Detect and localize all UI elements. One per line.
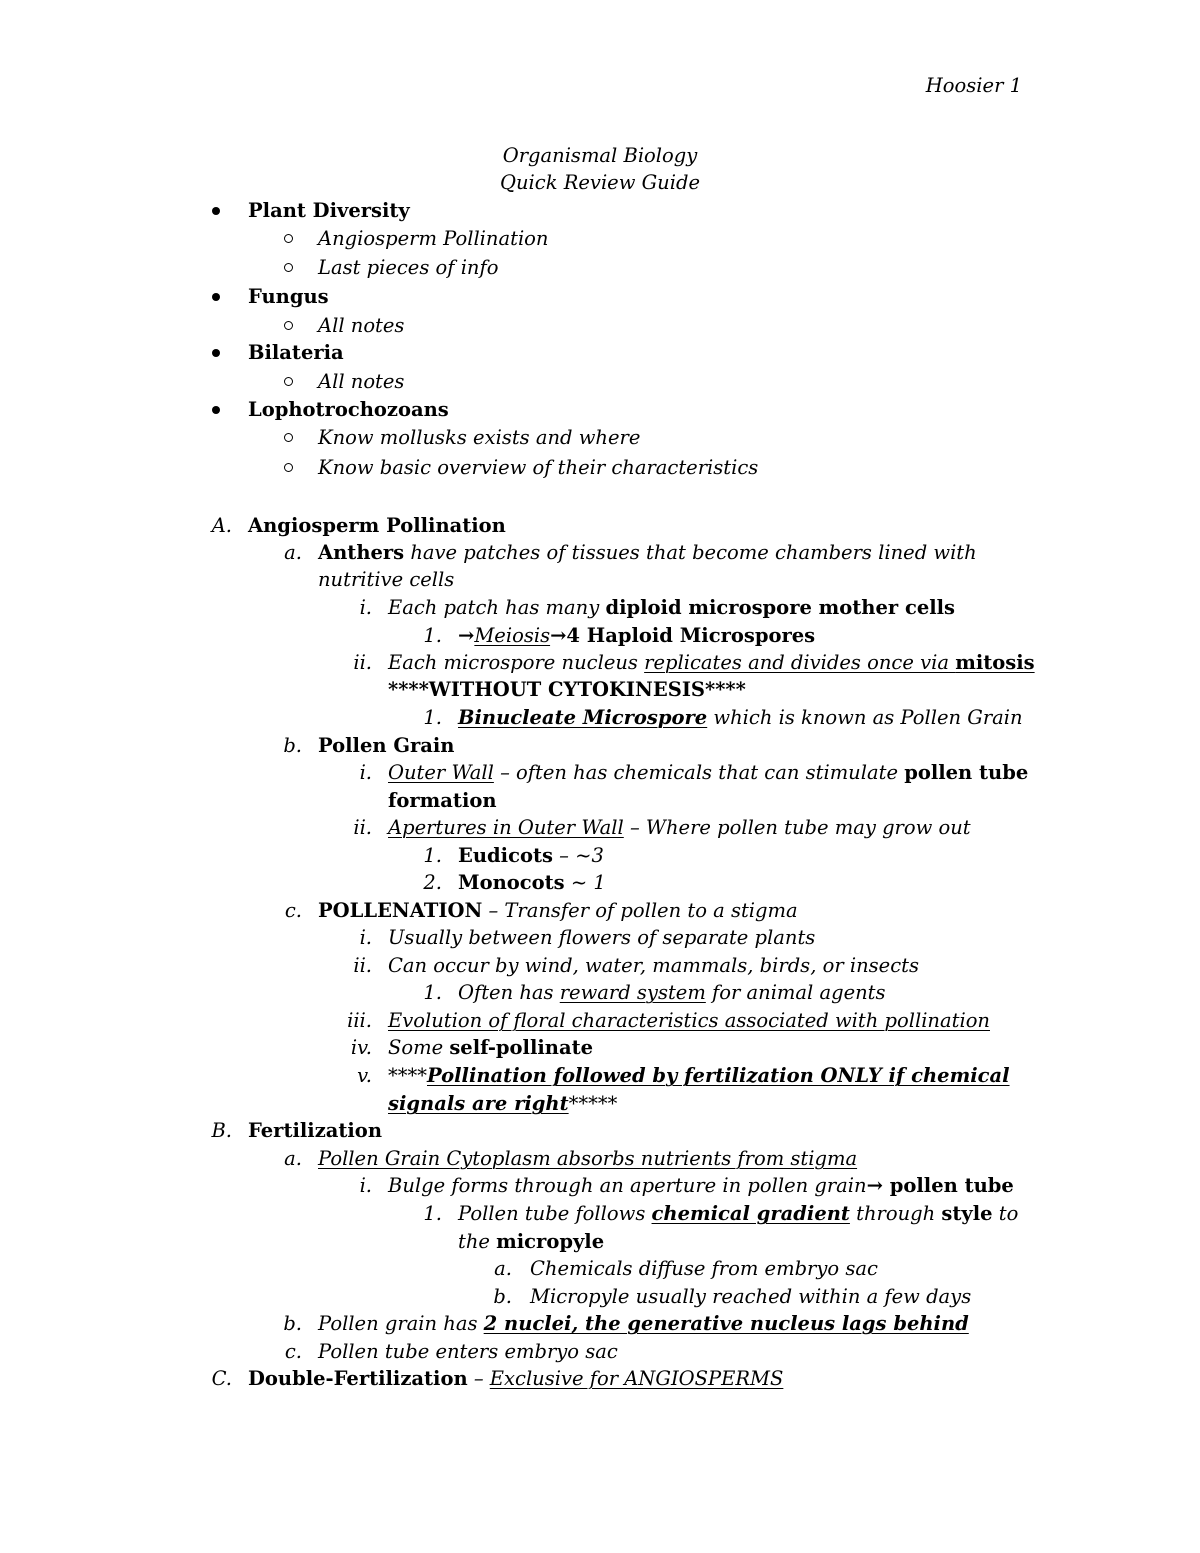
item-marker: i.: [359, 596, 372, 619]
outline-subtopic: All notes: [318, 314, 405, 337]
item-term: Binucleate Microspore: [458, 706, 708, 729]
item-marker: 1.: [423, 1202, 442, 1225]
item-text: ~ 1: [564, 871, 606, 894]
item-marker: b.: [283, 734, 302, 757]
circle-bullet-icon: [284, 263, 293, 272]
list-item: [388, 814, 971, 842]
item-text: –: [467, 1367, 490, 1390]
list-item: Can occur by wind, water, mammals, birds, or insects: [388, 954, 919, 977]
item-continuation: nutritive cells: [318, 568, 455, 591]
item-text: – ~3: [552, 844, 604, 867]
list-item: Chemicals diffuse from embryo sac: [530, 1257, 878, 1280]
item-term: Anthers: [318, 541, 405, 564]
list-item: [388, 594, 955, 622]
arrow-icon: →: [866, 1174, 883, 1197]
list-item: Pollen Grain Cytoplasm absorbs nutrients from stigma: [318, 1147, 858, 1170]
outline-subtopic: Know basic overview of their characteristics: [318, 456, 759, 479]
document-title: Organismal Biology: [502, 144, 698, 167]
item-term: self-pollinate: [449, 1036, 593, 1059]
circle-bullet-icon: [284, 321, 293, 330]
item-term: Double-Fertilization: [248, 1367, 468, 1390]
item-marker: i.: [359, 1174, 372, 1197]
circle-bullet-icon: [284, 463, 293, 472]
list-item: [458, 704, 1023, 732]
list-item: [458, 842, 604, 870]
item-continuation: [388, 1090, 617, 1118]
item-text: through: [849, 1202, 942, 1225]
item-term: Eudicots: [458, 844, 553, 867]
list-item: [458, 622, 815, 650]
arrow-icon: →: [458, 624, 475, 647]
item-continuation: formation: [388, 789, 497, 812]
bullet-icon: [212, 406, 220, 414]
item-text-underlined: replicates and divides once via: [644, 651, 949, 674]
item-term: micropyle: [496, 1230, 605, 1253]
item-marker: i.: [359, 761, 372, 784]
item-term: POLLENATION: [318, 899, 483, 922]
item-text: – often has chemicals that can stimulate: [493, 761, 905, 784]
item-text: – Where pollen tube may grow out: [623, 816, 971, 839]
section-heading: [248, 1365, 783, 1393]
item-text: have patches of tissues that become chambers lined with: [404, 541, 977, 564]
item-continuation: [458, 1228, 604, 1256]
item-text: Meiosis: [474, 624, 551, 647]
bullet-icon: [212, 349, 220, 357]
bullet-icon: [212, 293, 220, 301]
item-text: Often has: [458, 981, 560, 1004]
item-text-underlined: Outer Wall: [388, 761, 494, 784]
item-heading: Pollen Grain: [318, 734, 455, 757]
item-text: the: [458, 1230, 497, 1253]
arrow-icon: →: [550, 624, 567, 647]
outline-topic: Plant Diversity: [248, 199, 410, 222]
bullet-icon: [212, 207, 220, 215]
item-term: 2 nuclei, the generative nucleus lags behind: [483, 1312, 969, 1335]
item-text: Some: [388, 1036, 450, 1059]
item-text: to: [992, 1202, 1019, 1225]
item-marker: b.: [283, 1312, 302, 1335]
section-marker: A.: [211, 514, 232, 537]
circle-bullet-icon: [284, 433, 293, 442]
item-text: *****: [568, 1092, 618, 1115]
section-heading: Fertilization: [248, 1119, 382, 1142]
item-term: pollen tube: [904, 761, 1029, 784]
outline-subtopic: All notes: [318, 370, 405, 393]
item-term: Monocots: [458, 871, 565, 894]
list-item: Micropyle usually reached within a few days: [530, 1285, 972, 1308]
item-text: Bulge forms through an aperture in pollen grain: [388, 1174, 867, 1197]
item-term: 4 Haploid Microspores: [566, 624, 816, 647]
list-item: Usually between flowers of separate plants: [388, 926, 816, 949]
item-term: style: [941, 1202, 993, 1225]
list-item: [388, 1172, 1014, 1200]
item-text: Pollen grain has: [318, 1312, 484, 1335]
item-term: pollen tube: [882, 1174, 1014, 1197]
item-marker: a.: [284, 541, 302, 564]
document-subtitle: Quick Review Guide: [499, 171, 701, 194]
list-item: [458, 979, 886, 1007]
item-term: diploid microspore mother cells: [605, 596, 956, 619]
circle-bullet-icon: [284, 377, 293, 386]
outline-subtopic: Angiosperm Pollination: [318, 227, 549, 250]
item-text-underlined: reward system: [559, 981, 706, 1004]
outline-subtopic: Last pieces of info: [318, 256, 499, 279]
item-marker: ii.: [353, 816, 372, 839]
item-marker: iv.: [350, 1036, 372, 1059]
list-item: [388, 649, 1035, 677]
list-item: [458, 1200, 1018, 1228]
item-marker: ii.: [353, 954, 372, 977]
section-heading: Angiosperm Pollination: [248, 514, 506, 537]
item-marker: i.: [359, 926, 372, 949]
item-term: chemical gradient: [651, 1202, 850, 1225]
item-text: which is known as Pollen Grain: [707, 706, 1023, 729]
item-marker: a.: [494, 1257, 512, 1280]
circle-bullet-icon: [284, 234, 293, 243]
list-item: [388, 1062, 1010, 1090]
page-header: Hoosier 1: [925, 74, 1022, 97]
item-marker: a.: [284, 1147, 302, 1170]
item-text: for animal agents: [705, 981, 886, 1004]
item-term: Pollination followed by fertilization ONLY if chemical: [427, 1064, 1010, 1087]
outline-topic: Bilateria: [248, 341, 344, 364]
item-marker: 1.: [423, 981, 442, 1004]
item-marker: iii.: [347, 1009, 372, 1032]
item-term: signals are right: [388, 1092, 569, 1115]
section-marker: C.: [211, 1367, 232, 1390]
item-term: mitosis: [955, 651, 1035, 674]
item-marker: 1.: [423, 844, 442, 867]
list-item: [388, 759, 1028, 787]
list-item: [318, 897, 798, 925]
item-marker: c.: [284, 1340, 302, 1363]
item-text: ****: [388, 1064, 427, 1087]
item-marker: 2.: [423, 871, 442, 894]
item-text: Each microspore nucleus: [388, 651, 645, 674]
item-text: – Transfer of pollen to a stigma: [482, 899, 798, 922]
item-text-underlined: Apertures in Outer Wall: [388, 816, 624, 839]
item-continuation: ****WITHOUT CYTOKINESIS****: [388, 678, 746, 701]
item-text: Pollen tube follows: [458, 1202, 652, 1225]
outline-topic: Fungus: [248, 285, 329, 308]
list-item: [318, 539, 977, 567]
list-item: Evolution of floral characteristics associated with pollination: [388, 1009, 990, 1032]
item-marker: ii.: [353, 651, 372, 674]
item-marker: b.: [493, 1285, 512, 1308]
item-marker: 1.: [423, 624, 442, 647]
item-marker: 1.: [423, 706, 442, 729]
section-marker: B.: [211, 1119, 232, 1142]
outline-topic: Lophotrochozoans: [248, 398, 449, 421]
list-item: [388, 1034, 593, 1062]
outline-subtopic: Know mollusks exists and where: [318, 426, 641, 449]
list-item: [318, 1310, 969, 1338]
item-marker: v.: [357, 1064, 372, 1087]
item-text: Each patch has many: [388, 596, 606, 619]
item-text-underlined: Exclusive for ANGIOSPERMS: [489, 1367, 784, 1390]
list-item: [458, 869, 606, 897]
item-marker: c.: [284, 899, 302, 922]
list-item: Pollen tube enters embryo sac: [318, 1340, 618, 1363]
